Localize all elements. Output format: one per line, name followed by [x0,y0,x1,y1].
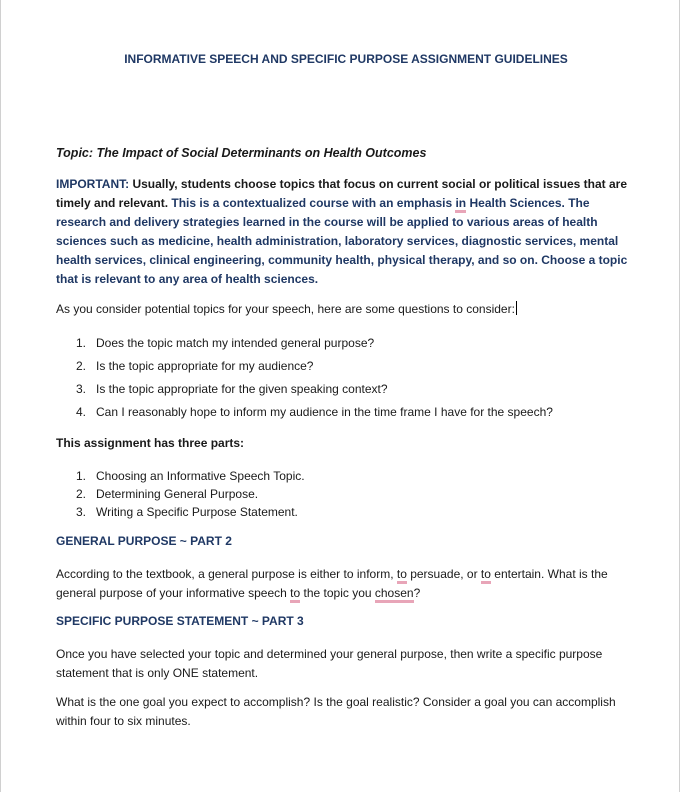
gp-text: persuade, or [406,567,481,581]
spelling-flag-word: to [397,567,407,584]
list-item [76,378,553,401]
important-paragraph [56,175,636,289]
list-item [76,401,553,424]
list-number: 3. [76,382,87,396]
important-text-black: Usually, students choose topics that focus on current social or political issues that are timely and relevant. [56,177,628,210]
gp-text: the topic you [300,586,375,600]
topic-line: Topic: The Impact of Social Determinants on Health Outcomes [56,146,427,160]
list-item [76,485,305,503]
gp-text: According to the textbook, a general purpose is either to inform, [56,567,397,581]
list-number: 2. [76,359,87,373]
consider-intro [56,300,636,319]
list-number: 3. [76,505,87,519]
document-title: INFORMATIVE SPEECH AND SPECIFIC PURPOSE ASSIGNMENT GUIDELINES [124,52,568,66]
list-item [76,503,305,521]
general-purpose-paragraph [56,565,636,603]
general-purpose-heading: GENERAL PURPOSE ~ PART 2 [56,534,232,548]
list-text: Choosing an Informative Speech Topic. [96,469,305,483]
specific-purpose-heading: SPECIFIC PURPOSE STATEMENT ~ PART 3 [56,614,304,628]
list-number: 4. [76,405,87,419]
list-text: Determining General Purpose. [96,487,259,501]
spelling-flag-word: to [481,567,491,584]
list-number: 1. [76,469,87,483]
important-text-blue-c: Health Sciences. The research and delivery strategies learned in the course will be applied to various areas of health sciences such as medicine, health administration, laboratory services, diagnostic services, mental health services, clinical engineering, community health, physical therapy, and so on. Choose a topic that is relevant to any area of health sciences. [56,196,628,286]
list-text: Writing a Specific Purpose Statement. [96,505,298,519]
list-number: 2. [76,487,87,501]
list-item [76,467,305,485]
spelling-flag-word: to [290,586,300,603]
gp-text: entertain. What is the general purpose of your informative speech [56,567,608,600]
spelling-flag-word: in [455,196,466,213]
list-number: 1. [76,336,87,350]
important-text-blue-a: This is a contextualized course with an emphasis [168,196,456,210]
important-label: IMPORTANT: [56,177,130,191]
text-cursor [516,301,517,315]
questions-list [76,332,553,424]
list-text: Is the topic appropriate for the given speaking context? [96,382,388,396]
spelling-flag-word: chosen [375,586,414,603]
list-text: Is the topic appropriate for my audience? [96,359,314,373]
list-text: Can I reasonably hope to inform my audience in the time frame I have for the speech? [96,405,553,419]
specific-purpose-paragraph-2: What is the one goal you expect to accomplish? Is the goal realistic? Consider a goal you can accomplish within four to six minutes. [56,695,616,728]
list-item [76,355,553,378]
gp-text: ? [413,586,421,600]
page-edge-left [0,0,1,792]
list-item [76,332,553,355]
parts-list [76,467,305,521]
parts-heading: This assignment has three parts: [56,436,245,450]
specific-purpose-paragraph-1: Once you have selected your topic and determined your general purpose, then write a specific purpose statement that is only ONE statement. [56,647,603,680]
consider-intro-text: As you consider potential topics for your speech, here are some questions to consider: [56,302,515,316]
list-text: Does the topic match my intended general purpose? [96,336,375,350]
